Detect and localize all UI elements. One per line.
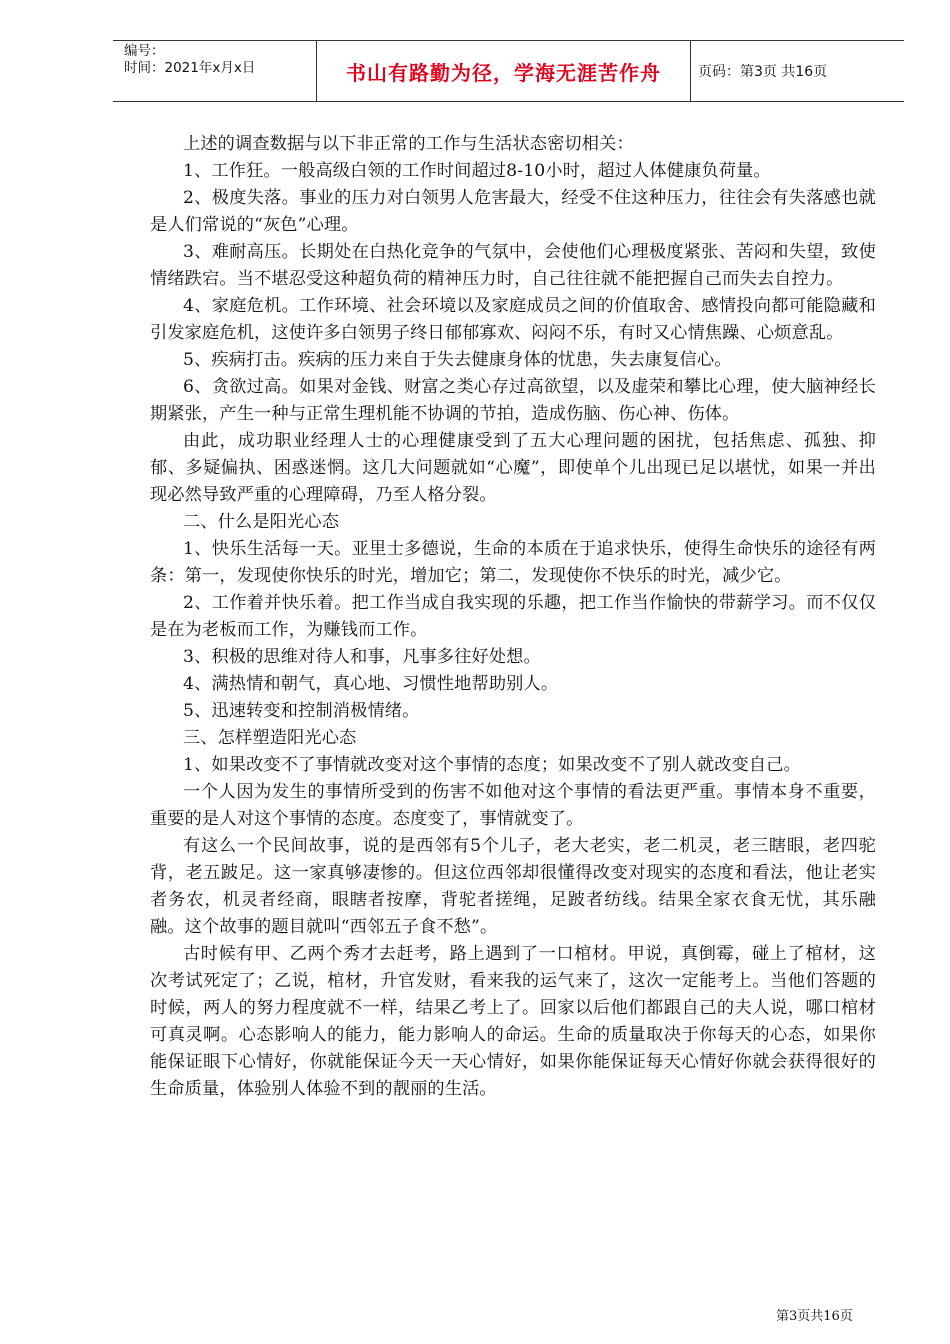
section-heading: 三、怎样塑造阳光心态 <box>183 728 357 748</box>
section-heading: 二、什么是阳光心态 <box>183 512 340 532</box>
header-info-cell <box>113 41 317 101</box>
paragraph: 4、满热情和朝气，真心地、习惯性地帮助别人。 <box>183 674 559 694</box>
paragraph: 3、难耐高压。长期处在白热化竞争的气氛中，会使他们心理极度紧张、苦闷和失望，致使情绪跌宕。当不堪忍受这种超负荷的精神压力时，自己往往就不能把握自己而失去自控力。 <box>150 242 876 289</box>
paragraph: 1、如果改变不了事情就改变对这个事情的态度；如果改变不了别人就改变自己。 <box>183 755 801 775</box>
paragraph: 5、迅速转变和控制消极情绪。 <box>183 701 420 721</box>
paragraph: 2、极度失落。事业的压力对白领男人危害最大，经受不住这种压力，往往会有失落感也就是人们常说的“灰色”心理。 <box>150 188 876 235</box>
paragraph: 1、工作狂。一般高级白领的工作时间超过8-10小时，超过人体健康负荷量。 <box>183 161 771 181</box>
paragraph: 4、家庭危机。工作环境、社会环境以及家庭成员之间的价值取舍、感情投向都可能隐藏和引发家庭危机，这使许多白领男子终日郁郁寡欢、闷闷不乐，有时又心情焦躁、心烦意乱。 <box>150 296 876 343</box>
page-header <box>113 40 904 102</box>
paragraph: 由此，成功职业经理人士的心理健康受到了五大心理问题的困扰，包括焦虑、孤独、抑郁、多疑偏执、困惑迷惘。这几大问题就如“心魔”，即使单个儿出现已足以堪忧，如果一并出现必然导致严重的心理障碍，乃至人格分裂。 <box>150 431 876 505</box>
paragraph: 3、积极的思维对待人和事，凡事多往好处想。 <box>183 647 541 667</box>
header-motto: 书山有路勤为径，学海无涯苦作舟 <box>317 41 691 101</box>
header-page-number: 页码：第3页 共16页 <box>698 64 828 80</box>
paragraph: 2、工作着并快乐着。把工作当成自我实现的乐趣，把工作当作愉快的带薪学习。而不仅仅是在为老板而工作，为赚钱而工作。 <box>150 593 876 640</box>
paragraph: 6、贪欲过高。如果对金钱、财富之类心存过高欲望，以及虚荣和攀比心理，使大脑神经长期紧张，产生一种与正常生理机能不协调的节拍，造成伤脑、伤心神、伤体。 <box>150 377 876 424</box>
paragraph: 古时候有甲、乙两个秀才去赶考，路上遇到了一口棺材。甲说，真倒霉，碰上了棺材，这次考试死定了；乙说，棺材，升官发财，看来我的运气来了，这次一定能考上。当他们答题的时候，两人的努力程度就不一样，结果乙考上了。回家以后他们都跟自己的夫人说，哪口棺材可真灵啊。心态影响人的能力，能力影响人的命运。生命的质量取决于你每天的心态，如果你能保证眼下心情好，你就能保证今天一天心情好，如果你能保证每天心情好你就会获得很好的生命质量，体验别人体验不到的靓丽的生活。 <box>150 944 876 1099</box>
document-number-label: 编号： <box>124 43 165 59</box>
page-footer-number: 第3页共16页 <box>776 1309 853 1324</box>
paragraph: 有这么一个民间故事，说的是西邻有5个儿子，老大老实，老二机灵，老三瞎眼，老四驼背，老五跛足。这一家真够凄惨的。但这位西邻却很懂得改变对现实的态度和看法，他让老实者务农，机灵者经商，眼瞎者按摩，背驼者搓绳，足跛者纺线。结果全家衣食无忧，其乐融融。这个故事的题目就叫“西邻五子食不愁”。 <box>150 836 876 937</box>
document-time-label: 时间：2021年x月x日 <box>124 60 256 76</box>
paragraph: 一个人因为发生的事情所受到的伤害不如他对这个事情的看法更严重。事情本身不重要，重要的是人对这个事情的态度。态度变了，事情就变了。 <box>150 782 876 829</box>
paragraph: 上述的调查数据与以下非正常的工作与生活状态密切相关： <box>183 134 634 154</box>
paragraph: 1、快乐生活每一天。亚里士多德说，生命的本质在于追求快乐，使得生命快乐的途径有两条：第一，发现使你快乐的时光，增加它；第二，发现使你不快乐的时光，减少它。 <box>150 539 876 586</box>
document-body <box>150 131 876 1103</box>
paragraph: 5、疾病打击。疾病的压力来自于失去健康身体的忧患，失去康复信心。 <box>183 350 732 370</box>
